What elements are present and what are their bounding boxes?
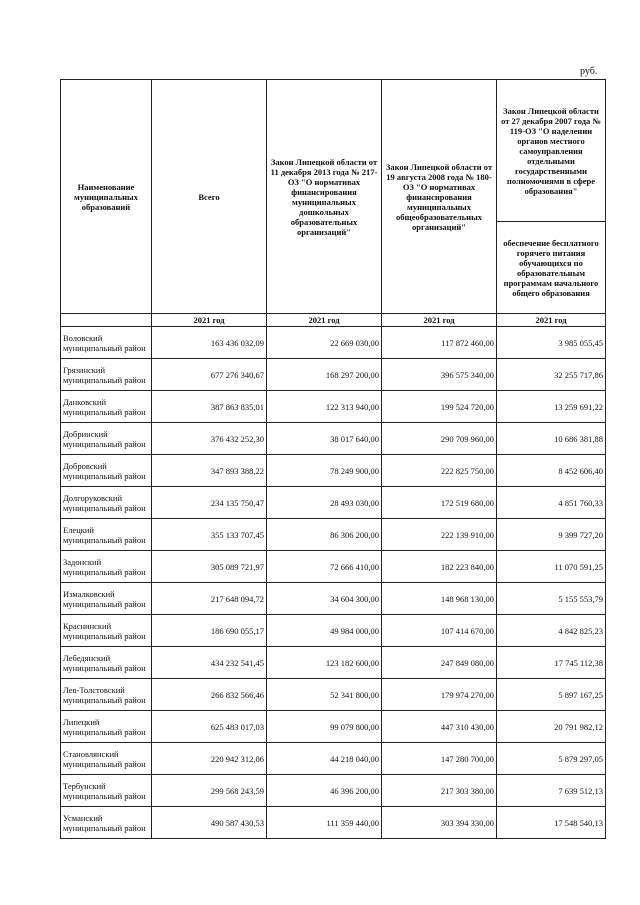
law-2013-value: 111 359 440,00 bbox=[267, 807, 382, 839]
table-row bbox=[61, 551, 606, 583]
table-row bbox=[61, 487, 606, 519]
law-2013-value: 34 604 300,00 bbox=[267, 583, 382, 615]
law-2008-value: 217 303 380,00 bbox=[382, 775, 497, 807]
municipality-name: Лебедянский муниципальный район bbox=[61, 647, 152, 679]
law-2013-value: 28 493 030,00 bbox=[267, 487, 382, 519]
header-municipality: Наименование муниципальных образований bbox=[61, 80, 152, 314]
law-2008-value: 247 849 080,00 bbox=[382, 647, 497, 679]
total-value: 305 089 721,97 bbox=[152, 551, 267, 583]
table-row bbox=[61, 743, 606, 775]
law-2007-value: 11 070 591,25 bbox=[497, 551, 606, 583]
law-2013-value: 46 396 200,00 bbox=[267, 775, 382, 807]
law-2007-value: 17 548 540,13 bbox=[497, 807, 606, 839]
total-value: 217 648 094,72 bbox=[152, 583, 267, 615]
year-law-2007: 2021 год bbox=[497, 314, 606, 327]
total-value: 163 436 032,09 bbox=[152, 327, 267, 359]
municipality-name: Добровский муниципальный район bbox=[61, 455, 152, 487]
law-2007-value: 4 842 825,23 bbox=[497, 615, 606, 647]
municipality-name: Липецкий муниципальный район bbox=[61, 711, 152, 743]
currency-unit: руб. bbox=[580, 66, 598, 77]
law-2008-value: 199 524 720,00 bbox=[382, 391, 497, 423]
total-value: 347 893 388,22 bbox=[152, 455, 267, 487]
municipality-name: Тербунский муниципальный район bbox=[61, 775, 152, 807]
law-2007-value: 5 155 553,79 bbox=[497, 583, 606, 615]
total-value: 677 276 340,67 bbox=[152, 359, 267, 391]
law-2007-value: 5 879 297,05 bbox=[497, 743, 606, 775]
law-2007-value: 17 745 112,38 bbox=[497, 647, 606, 679]
year-law-2008: 2021 год bbox=[382, 314, 497, 327]
table-row bbox=[61, 423, 606, 455]
total-value: 186 690 055,17 bbox=[152, 615, 267, 647]
law-2013-value: 78 249 900,00 bbox=[267, 455, 382, 487]
table-row bbox=[61, 711, 606, 743]
law-2007-value: 3 985 055,45 bbox=[497, 327, 606, 359]
table-row bbox=[61, 455, 606, 487]
table-row bbox=[61, 327, 606, 359]
table-row bbox=[61, 647, 606, 679]
law-2013-value: 168 297 200,00 bbox=[267, 359, 382, 391]
law-2008-value: 107 414 670,00 bbox=[382, 615, 497, 647]
total-value: 220 942 312,06 bbox=[152, 743, 267, 775]
year-total: 2021 год bbox=[152, 314, 267, 327]
table-row bbox=[61, 583, 606, 615]
total-value: 376 432 252,30 bbox=[152, 423, 267, 455]
municipality-name: Краснинский муниципальный район bbox=[61, 615, 152, 647]
law-2013-value: 22 669 030,00 bbox=[267, 327, 382, 359]
total-value: 299 568 243,59 bbox=[152, 775, 267, 807]
law-2008-value: 172 519 680,00 bbox=[382, 487, 497, 519]
law-2007-value: 8 452 606,40 bbox=[497, 455, 606, 487]
header-law-2007-subcolumn: обеспечение бесплатного горячего питания обучающихся по образовательным программам начального общего образования bbox=[497, 222, 606, 314]
law-2008-value: 117 872 460,00 bbox=[382, 327, 497, 359]
table-row bbox=[61, 615, 606, 647]
table-row bbox=[61, 807, 606, 839]
law-2013-value: 49 984 000,00 bbox=[267, 615, 382, 647]
law-2007-value: 7 639 512,13 bbox=[497, 775, 606, 807]
table-body bbox=[61, 327, 606, 839]
law-2013-value: 44 218 040,00 bbox=[267, 743, 382, 775]
header-law-2007: Закон Липецкой области от 27 декабря 2007 года № 119-ОЗ "О наделении органов местного самоуправления отдельными государственными полномочиями в сфере образования" bbox=[497, 80, 606, 222]
law-2008-value: 147 280 700,00 bbox=[382, 743, 497, 775]
table-row bbox=[61, 679, 606, 711]
law-2007-value: 5 897 167,25 bbox=[497, 679, 606, 711]
header-law-2013: Закон Липецкой области от 11 декабря 2013 года № 217-ОЗ "О нормативах финансирования муниципальных дошкольных образовательных организаций" bbox=[267, 80, 382, 314]
total-value: 355 133 707,45 bbox=[152, 519, 267, 551]
law-2007-value: 32 255 717,86 bbox=[497, 359, 606, 391]
law-2007-value: 9 399 727,20 bbox=[497, 519, 606, 551]
table-row bbox=[61, 391, 606, 423]
municipality-name: Грязинский муниципальный район bbox=[61, 359, 152, 391]
law-2007-value: 13 259 691,22 bbox=[497, 391, 606, 423]
municipality-name: Лев-Толстовский муниципальный район bbox=[61, 679, 152, 711]
municipality-name: Измалковский муниципальный район bbox=[61, 583, 152, 615]
law-2013-value: 72 666 410,00 bbox=[267, 551, 382, 583]
table-header bbox=[61, 80, 606, 327]
law-2008-value: 222 139 910,00 bbox=[382, 519, 497, 551]
municipality-name: Данковский муниципальный район bbox=[61, 391, 152, 423]
total-value: 387 863 835,01 bbox=[152, 391, 267, 423]
law-2008-value: 222 825 750,00 bbox=[382, 455, 497, 487]
law-2013-value: 99 079 800,00 bbox=[267, 711, 382, 743]
law-2008-value: 396 575 340,00 bbox=[382, 359, 497, 391]
table-row bbox=[61, 359, 606, 391]
law-2008-value: 182 223 840,00 bbox=[382, 551, 497, 583]
total-value: 625 483 017,03 bbox=[152, 711, 267, 743]
municipality-name: Воловский муниципальный район bbox=[61, 327, 152, 359]
total-value: 434 232 541,45 bbox=[152, 647, 267, 679]
budget-table bbox=[60, 79, 606, 839]
law-2007-value: 4 851 760,33 bbox=[497, 487, 606, 519]
total-value: 490 587 430,53 bbox=[152, 807, 267, 839]
total-value: 266 832 566,46 bbox=[152, 679, 267, 711]
municipality-name: Задонский муниципальный район bbox=[61, 551, 152, 583]
law-2008-value: 148 968 130,00 bbox=[382, 583, 497, 615]
municipality-name: Усманский муниципальный район bbox=[61, 807, 152, 839]
table-row bbox=[61, 775, 606, 807]
table-row bbox=[61, 519, 606, 551]
law-2008-value: 303 394 330,00 bbox=[382, 807, 497, 839]
law-2008-value: 179 974 270,00 bbox=[382, 679, 497, 711]
law-2013-value: 38 017 640,00 bbox=[267, 423, 382, 455]
law-2013-value: 52 341 800,00 bbox=[267, 679, 382, 711]
law-2013-value: 86 306 200,00 bbox=[267, 519, 382, 551]
municipality-name: Добринский муниципальный район bbox=[61, 423, 152, 455]
municipality-name: Становлянский муниципальный район bbox=[61, 743, 152, 775]
law-2007-value: 10 686 381,88 bbox=[497, 423, 606, 455]
municipality-name: Елецкий муниципальный район bbox=[61, 519, 152, 551]
municipality-name: Долгоруковский муниципальный район bbox=[61, 487, 152, 519]
law-2013-value: 122 313 940,00 bbox=[267, 391, 382, 423]
total-value: 234 135 750,47 bbox=[152, 487, 267, 519]
year-law-2013: 2021 год bbox=[267, 314, 382, 327]
law-2008-value: 290 709 960,00 bbox=[382, 423, 497, 455]
law-2008-value: 447 310 430,00 bbox=[382, 711, 497, 743]
header-total: Всего bbox=[152, 80, 267, 314]
law-2013-value: 123 182 600,00 bbox=[267, 647, 382, 679]
header-law-2008: Закон Липецкой области от 19 августа 2008 года № 180-ОЗ "О нормативах финансирования муниципальных общеобразовательных организаций" bbox=[382, 80, 497, 314]
law-2007-value: 20 791 982,12 bbox=[497, 711, 606, 743]
year-empty-cell bbox=[61, 314, 152, 327]
